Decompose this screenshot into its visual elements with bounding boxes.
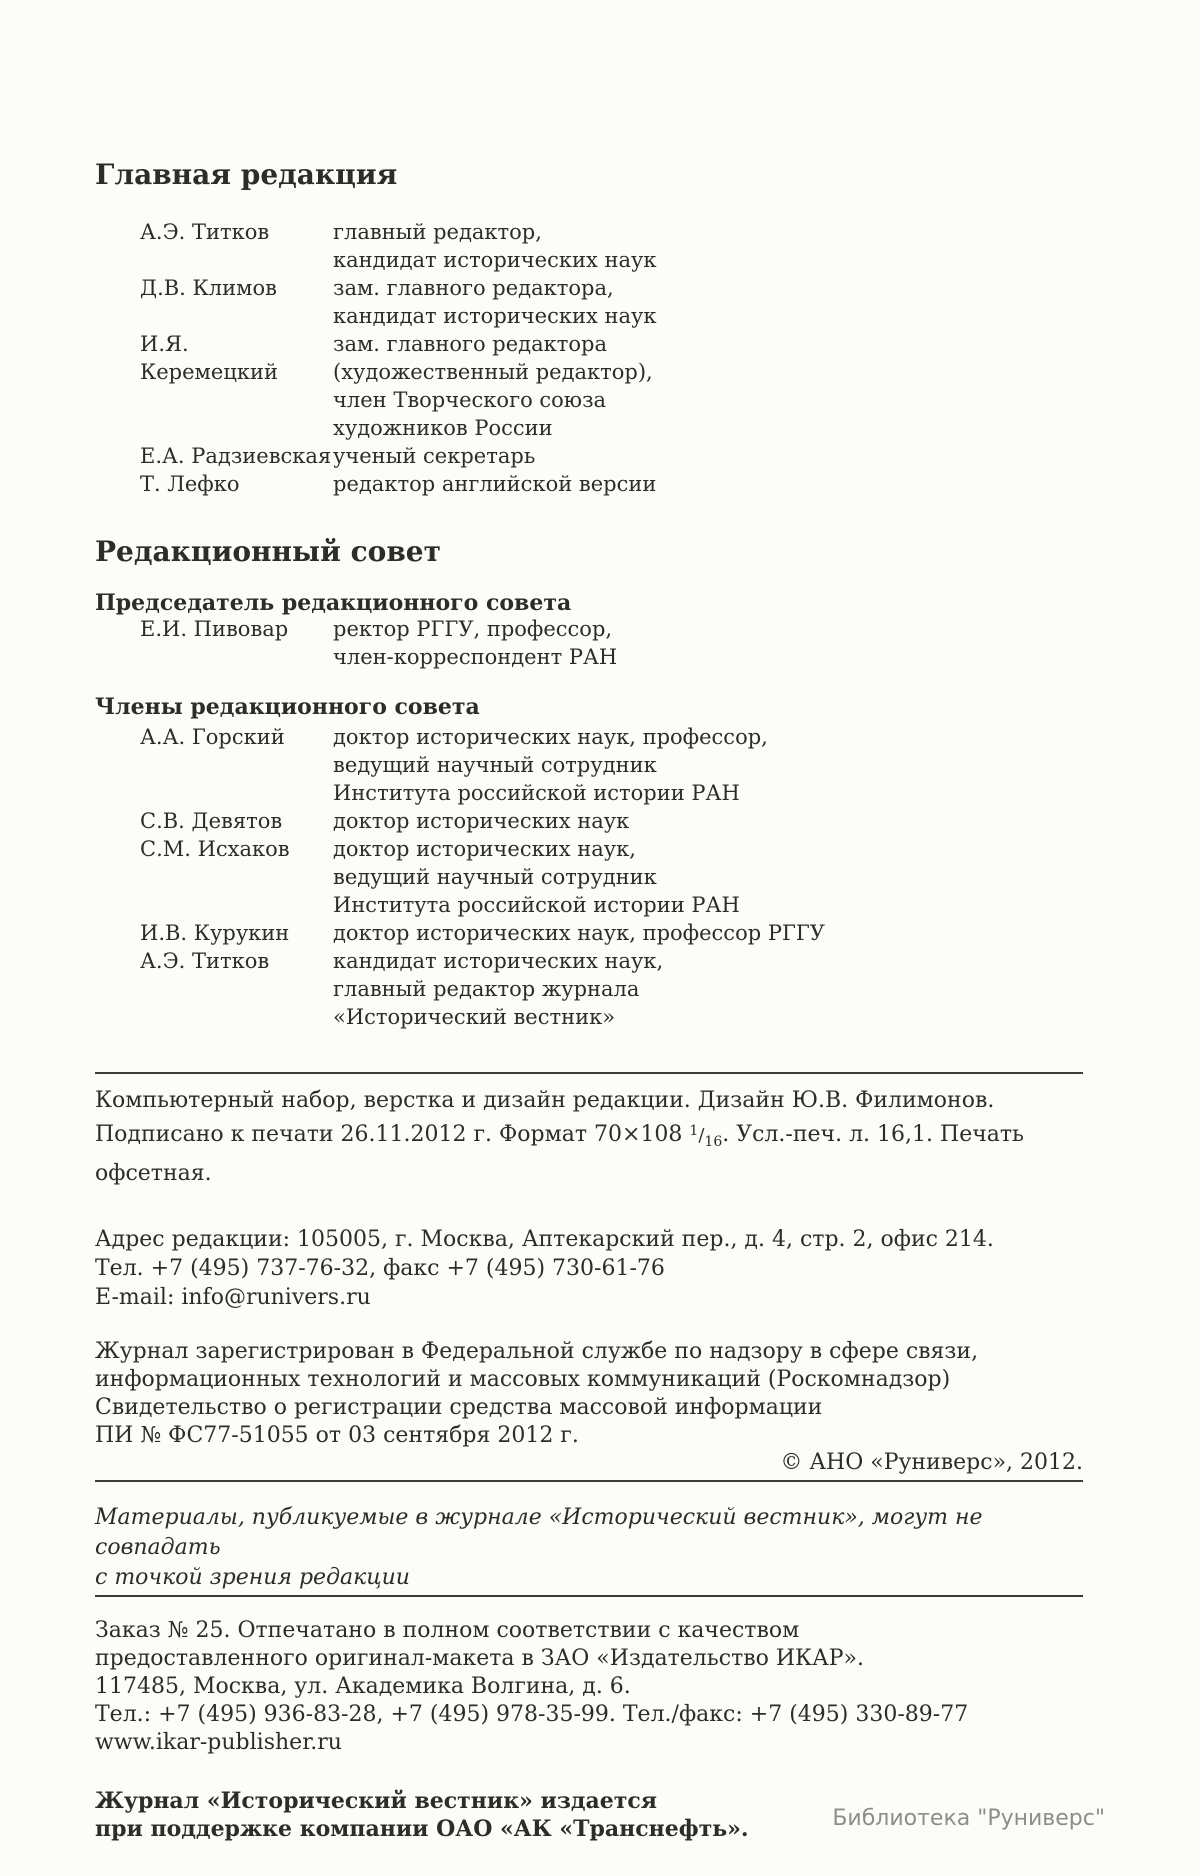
roster-row	[95, 723, 1083, 807]
roster-row	[95, 442, 1083, 470]
role-line: редактор английской версии	[333, 472, 657, 496]
person-name: А.Э. Титков	[140, 949, 270, 973]
role-line: зам. главного редактора	[333, 332, 607, 356]
person-roles	[333, 835, 1083, 919]
role-line: доктор исторических наук, профессор РГГУ	[333, 921, 825, 945]
role-line: ведущий научный сотрудник	[333, 753, 657, 777]
divider-rule	[95, 1072, 1083, 1074]
printer-website-line: www.ikar-publisher.ru	[95, 1730, 342, 1755]
main-editorial-heading: Главная редакция	[95, 158, 398, 191]
production-line1: Компьютерный набор, верстка и дизайн редакции. Дизайн Ю.В. Филимонов.	[95, 1088, 995, 1113]
person-roles	[333, 807, 1083, 835]
disclaimer-line: с точкой зрения редакции	[95, 1565, 410, 1590]
roster-row	[95, 470, 1083, 498]
printing-info	[95, 1617, 1083, 1757]
chairman-roster	[95, 615, 1083, 671]
person-name: С.В. Девятов	[140, 809, 283, 833]
disclaimer	[95, 1503, 1083, 1593]
role-line: член Творческого союза	[333, 388, 607, 412]
person-name: А.А. Горский	[140, 725, 285, 749]
printing-line: Заказ № 25. Отпечатано в полном соответствии с качеством	[95, 1618, 800, 1643]
person-name: Д.В. Климов	[140, 276, 277, 300]
person-name: Е.А. Радзиевская	[140, 444, 332, 468]
roster-row	[95, 835, 1083, 919]
registration-line: Свидетельство о регистрации средства массовой информации	[95, 1395, 823, 1420]
role-line: доктор исторических наук, профессор,	[333, 725, 768, 749]
person-name: Е.И. Пивовар	[140, 617, 289, 641]
address-line: Адрес редакции: 105005, г. Москва, Аптекарский пер., д. 4, стр. 2, офис 214.	[95, 1227, 994, 1252]
disclaimer-line: Материалы, публикуемые в журнале «Исторический вестник», могут не совпадать	[95, 1505, 983, 1560]
printing-line: 117485, Москва, ул. Академика Волгина, д. 6.	[95, 1674, 631, 1699]
role-line: ученый секретарь	[333, 444, 536, 468]
person-name: И.В. Курукин	[140, 921, 290, 945]
role-line: доктор исторических наук	[333, 809, 630, 833]
email-line: E-mail: info@runivers.ru	[95, 1285, 371, 1310]
printing-line: предоставленного оригинал-макета в ЗАО «Издательство ИКАР».	[95, 1646, 865, 1671]
role-line: доктор исторических наук,	[333, 837, 636, 861]
phone-fax-line: Тел. +7 (495) 737-76-32, факс +7 (495) 730-61-76	[95, 1256, 665, 1281]
sponsor-line: при поддержке компании ОАО «АК «Транснефть».	[95, 1816, 749, 1842]
person-name: А.Э. Титков	[140, 220, 270, 244]
registration-line: информационных технологий и массовых коммуникаций (Роскомнадзор)	[95, 1367, 951, 1392]
fraction-denominator: 16	[704, 1134, 723, 1150]
page-content	[95, 0, 1083, 1843]
person-roles	[333, 470, 1083, 498]
role-line: главный редактор журнала	[333, 977, 640, 1001]
role-line: художников России	[333, 416, 553, 440]
roster-row	[95, 919, 1083, 947]
chairman-subheading: Председатель редакционного совета	[95, 590, 572, 616]
council-members-subheading: Члены редакционного совета	[95, 694, 480, 720]
sponsor-line: Журнал «Исторический вестник» издается	[95, 1788, 658, 1814]
fraction-numerator: 1	[689, 1123, 699, 1139]
role-line: (художественный редактор),	[333, 360, 653, 384]
registration-line: Журнал зарегистрирован в Федеральной службе по надзору в сфере связи,	[95, 1339, 979, 1364]
divider-rule	[95, 1595, 1083, 1597]
role-line: ведущий научный сотрудник	[333, 865, 657, 889]
role-line: Института российской истории РАН	[333, 893, 740, 917]
divider-rule	[95, 1480, 1083, 1482]
registration-info	[95, 1338, 1083, 1450]
format-fraction	[689, 1122, 723, 1150]
person-roles	[333, 723, 1083, 807]
person-roles	[333, 274, 1083, 330]
person-name: И.Я. Керемецкий	[140, 332, 278, 384]
role-line: член-корреспондент РАН	[333, 645, 618, 669]
roster-row	[95, 330, 1083, 442]
council-members-roster	[95, 723, 1083, 1031]
person-roles	[333, 947, 1083, 1031]
main-editorial-roster	[95, 218, 1083, 498]
production-info	[95, 1085, 1083, 1189]
person-roles	[333, 218, 1083, 274]
role-line: Института российской истории РАН	[333, 781, 740, 805]
person-roles	[333, 919, 1083, 947]
role-line: кандидат исторических наук,	[333, 949, 664, 973]
roster-row	[95, 218, 1083, 274]
role-line: «Исторический вестник»	[333, 1005, 616, 1029]
role-line: зам. главного редактора,	[333, 276, 614, 300]
person-roles	[333, 330, 1083, 442]
production-line2-prefix: Подписано к печати 26.11.2012 г. Формат 70×108	[95, 1122, 690, 1147]
imprint-section	[95, 1085, 1083, 1843]
roster-row	[95, 947, 1083, 1031]
person-roles	[333, 442, 1083, 470]
role-line: кандидат исторических наук	[333, 248, 657, 272]
person-name: С.М. Исхаков	[140, 837, 290, 861]
role-line: кандидат исторических наук	[333, 304, 657, 328]
registration-line: ПИ № ФС77-51055 от 03 сентября 2012 г.	[95, 1423, 579, 1448]
roster-row	[95, 615, 1083, 671]
copyright-line: © АНО «Руниверс», 2012.	[780, 1450, 1083, 1475]
editorial-address	[95, 1225, 1083, 1312]
production-line2-suffix: . Усл.-печ. л. 16,1. Печать офсетная.	[95, 1122, 1025, 1186]
library-watermark: Библиотека "Руниверс"	[832, 1806, 1105, 1831]
roster-row	[95, 807, 1083, 835]
printing-line: Тел.: +7 (495) 936-83-28, +7 (495) 978-35-99. Тел./факс: +7 (495) 330-89-77	[95, 1702, 969, 1727]
editorial-council-heading: Редакционный совет	[95, 535, 441, 568]
person-roles	[333, 615, 1083, 671]
person-name: Т. Лефко	[140, 472, 240, 496]
roster-row	[95, 274, 1083, 330]
role-line: ректор РГГУ, профессор,	[333, 617, 613, 641]
fraction-slash: /	[698, 1125, 705, 1146]
role-line: главный редактор,	[333, 220, 542, 244]
